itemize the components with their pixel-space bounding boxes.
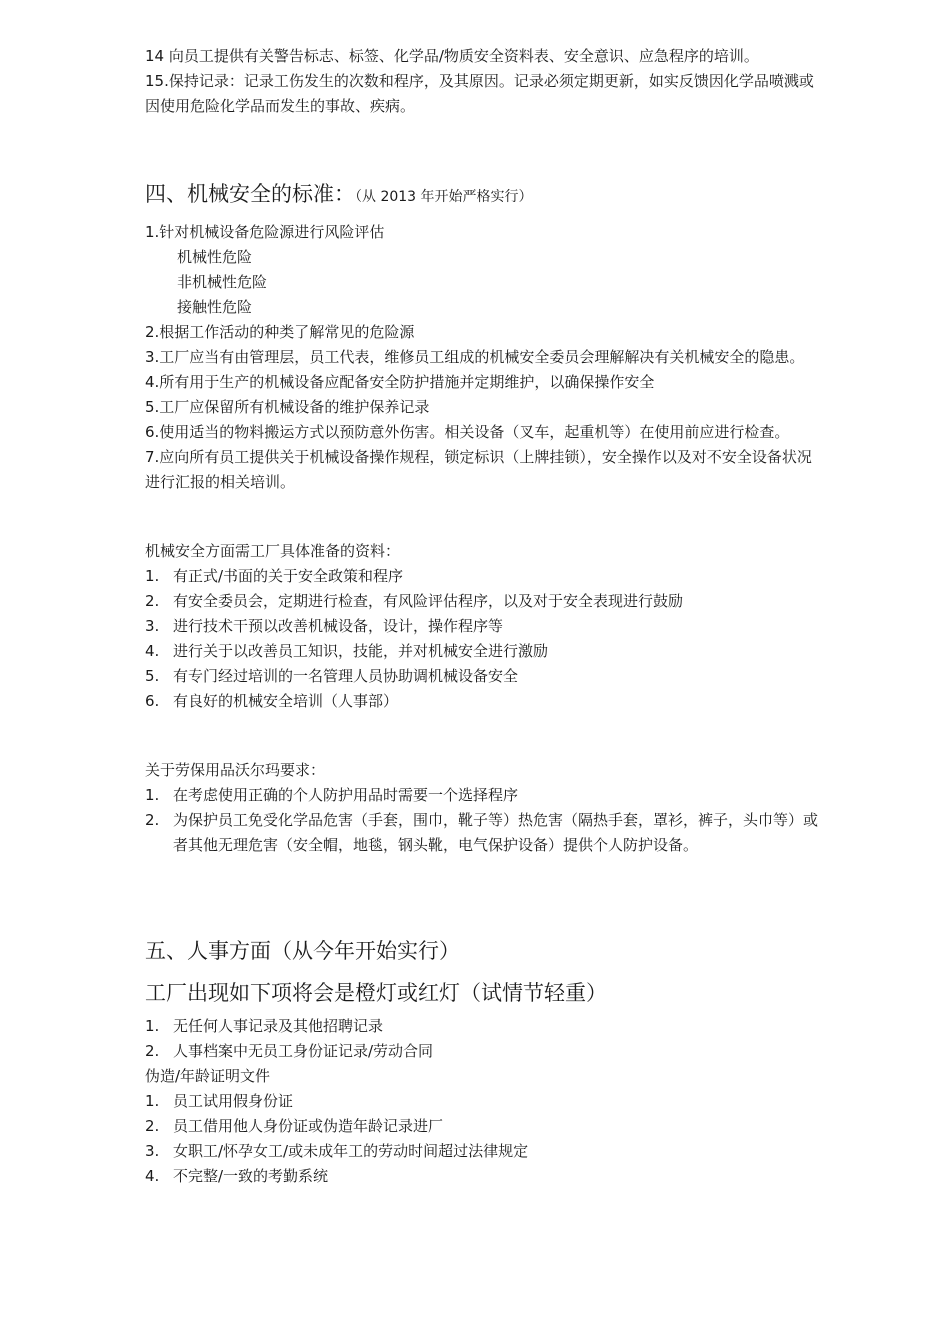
list-item: 6. 有良好的机械安全培训（人事部） <box>145 692 399 710</box>
list-item: 3. 女职工/怀孕女工/或未成年工的劳动时间超过法律规定 <box>145 1142 529 1160</box>
list-item: 2. 员工借用他人身份证或伪造年龄记录进厂 <box>145 1117 444 1135</box>
list-item: 1. 无任何人事记录及其他招聘记录 <box>145 1017 384 1035</box>
list-item: 4. 不完整/一致的考勤系统 <box>145 1167 329 1185</box>
section-4-item-7: 7.应向所有员工提供关于机械设备操作规程，锁定标识（上牌挂锁），安全操作以及对不安全设备状况进行汇报的相关培训。 <box>145 448 812 491</box>
list-item: 2. 人事档案中无员工身份证记录/劳动合同 <box>145 1042 434 1060</box>
item-15: 15.保持记录：记录工伤发生的次数和程序，及其原因。记录必须定期更新，如实反馈因化学品喷溅或因使用危险化学品而发生的事故、疾病。 <box>145 72 814 115</box>
forgery-heading: 伪造/年龄证明文件 <box>145 1067 271 1085</box>
sub-item-non-mechanical: 非机械性危险 <box>177 273 268 291</box>
section-4-item-2: 2.根据工作活动的种类了解常见的危险源 <box>145 323 415 341</box>
sub-item-contact: 接触性危险 <box>177 298 253 316</box>
section-4-note: （从 2013 年开始严格实行） <box>355 189 533 205</box>
list-item: 3. 进行技术干预以改善机械设备，设计，操作程序等 <box>145 617 504 635</box>
section-5-subtitle: 工厂出现如下项将会是橙灯或红灯（试情节轻重） <box>145 981 607 1005</box>
ppe-heading: 关于劳保用品沃尔玛要求： <box>145 761 326 779</box>
list-item: 1. 在考虑使用正确的个人防护用品时需要一个选择程序 <box>145 786 519 804</box>
list-item: 1. 员工试用假身份证 <box>145 1092 294 1110</box>
section-5-title: 五、人事方面（从今年开始实行） <box>145 939 460 963</box>
item-14: 14 向员工提供有关警告标志、标签、化学品/物质安全资料表、安全意识、应急程序的培训。 <box>145 47 759 65</box>
section-4-item-5: 5.工厂应保留所有机械设备的维护保养记录 <box>145 398 430 416</box>
list-item: 5. 有专门经过培训的一名管理人员协助调机械设备安全 <box>145 667 519 685</box>
section-4-title: 四、机械安全的标准： <box>145 182 355 206</box>
document-page <box>145 44 825 1189</box>
section-4-item-3: 3.工厂应当有由管理层，员工代表，维修员工组成的机械安全委员会理解解决有关机械安全的隐患。 <box>145 348 805 366</box>
materials-heading: 机械安全方面需工厂具体准备的资料： <box>145 542 401 560</box>
list-item: 2. 为保护员工免受化学品危害（手套，围巾，靴子等）热危害（隔热手套，罩衫，裤子，头巾等）或者其他无理危害（安全帽，地毯，钢头靴，电气保护设备）提供个人防护设备。 <box>145 811 819 854</box>
section-4-item-1: 1.针对机械设备危险源进行风险评估 <box>145 223 385 241</box>
list-item: 4. 进行关于以改善员工知识，技能，并对机械安全进行激励 <box>145 642 549 660</box>
section-4-item-4: 4.所有用于生产的机械设备应配备安全防护措施并定期维护，以确保操作安全 <box>145 373 655 391</box>
section-4-item-6: 6.使用适当的物料搬运方式以预防意外伤害。相关设备（叉车，起重机等）在使用前应进行检查。 <box>145 423 790 441</box>
sub-item-mechanical: 机械性危险 <box>177 248 253 266</box>
list-item: 2. 有安全委员会，定期进行检查，有风险评估程序，以及对于安全表现进行鼓励 <box>145 592 684 610</box>
section-4-heading <box>145 179 825 212</box>
list-item: 1. 有正式/书面的关于安全政策和程序 <box>145 567 404 585</box>
